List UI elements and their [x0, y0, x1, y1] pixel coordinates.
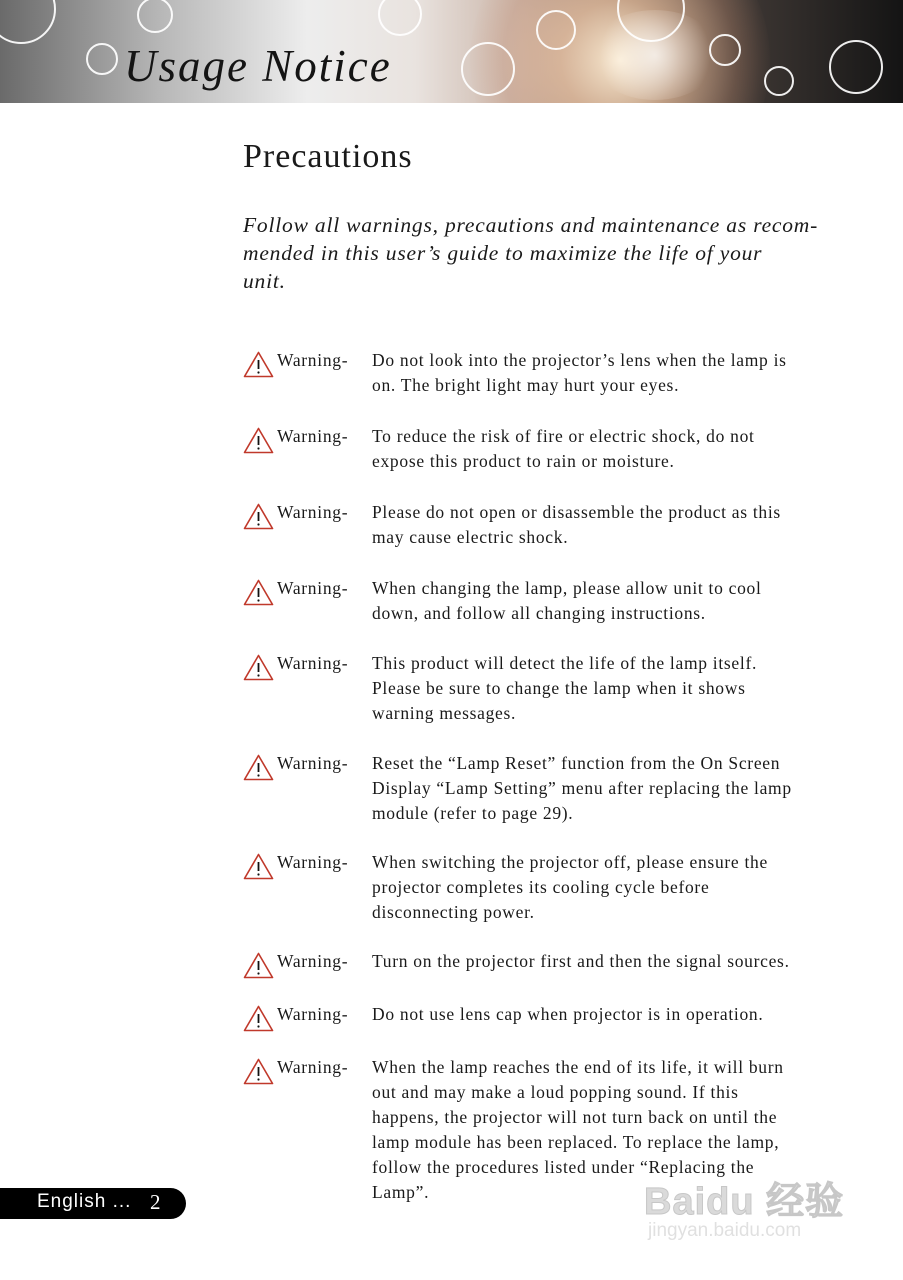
warning-text-line: disconnecting power.: [372, 902, 535, 922]
watermark-url: jingyan.baidu.com: [648, 1220, 802, 1241]
warning-label: Warning-: [277, 753, 349, 773]
warning-triangle-icon: [243, 579, 274, 606]
warning-label: Warning-: [277, 653, 349, 673]
warning-text: [372, 850, 852, 925]
warning-text-line: Turn on the projector first and then the signal sources.: [372, 951, 790, 971]
warning-text-line: Lamp”.: [372, 1182, 430, 1202]
warning-text-line: When switching the projector off, please ensure the: [372, 852, 768, 872]
page-title: Usage Notice: [124, 41, 392, 91]
section-title: Precautions: [243, 138, 413, 175]
warning-text-line: To reduce the risk of fire or electric shock, do not: [372, 426, 755, 446]
warning-label: Warning-: [277, 852, 349, 872]
warning-text-line: may cause electric shock.: [372, 527, 569, 547]
warning-text-line: projector completes its cooling cycle before: [372, 877, 710, 897]
warning-text-line: Do not look into the projector’s lens when the lamp is: [372, 350, 787, 370]
warning-label: Warning-: [277, 1057, 349, 1077]
warning-text-line: follow the procedures listed under “Replacing the: [372, 1157, 755, 1177]
warning-label: Warning-: [277, 578, 349, 598]
warning-triangle-icon: [243, 503, 274, 530]
warning-label: Warning-: [277, 1004, 349, 1024]
warning-triangle-icon: [243, 1058, 274, 1085]
warning-text: [372, 751, 852, 826]
warning-triangle-icon: [243, 952, 274, 979]
warning-text: [372, 500, 852, 550]
warning-text-line: warning messages.: [372, 703, 517, 723]
footer-language-label: English ...: [37, 1191, 132, 1212]
warning-text-line: expose this product to rain or moisture.: [372, 451, 675, 471]
intro-line: mended in this user’s guide to maximize the life of your: [243, 241, 763, 265]
intro-paragraph: [243, 211, 853, 295]
warning-text: [372, 576, 852, 626]
warning-label: Warning-: [277, 426, 349, 446]
warning-label: Warning-: [277, 502, 349, 522]
warning-triangle-icon: [243, 427, 274, 454]
warning-text-line: Do not use lens cap when projector is in operation.: [372, 1004, 764, 1024]
warning-text-line: module (refer to page 29).: [372, 803, 574, 823]
warning-text-line: This product will detect the life of the lamp itself.: [372, 653, 758, 673]
warning-text-line: Please be sure to change the lamp when it shows: [372, 678, 746, 698]
warning-triangle-icon: [243, 1005, 274, 1032]
warning-label: Warning-: [277, 350, 349, 370]
page-number: 2: [150, 1190, 161, 1214]
warning-text-line: happens, the projector will not turn back on until the: [372, 1107, 778, 1127]
warning-text: [372, 424, 852, 474]
header-banner: [0, 0, 903, 103]
warning-text: [372, 651, 852, 726]
watermark-brand: Baidu 经验: [644, 1181, 845, 1223]
warning-label: Warning-: [277, 951, 349, 971]
warning-triangle-icon: [243, 654, 274, 681]
warning-text-line: When the lamp reaches the end of its life, it will burn: [372, 1057, 784, 1077]
watermark: [644, 1170, 864, 1250]
warning-text-line: down, and follow all changing instructions.: [372, 603, 706, 623]
warning-text: [372, 348, 852, 398]
warning-text-line: on. The bright light may hurt your eyes.: [372, 375, 680, 395]
warning-text-line: Display “Lamp Setting” menu after replacing the lamp: [372, 778, 792, 798]
warning-text-line: Reset the “Lamp Reset” function from the On Screen: [372, 753, 781, 773]
warning-text: [372, 949, 852, 974]
warning-text-line: lamp module has been replaced. To replace the lamp,: [372, 1132, 780, 1152]
warning-text-line: out and may make a loud popping sound. If this: [372, 1082, 739, 1102]
intro-line: Follow all warnings, precautions and maintenance as recom-: [243, 213, 819, 237]
intro-line: unit.: [243, 269, 286, 293]
warning-text: [372, 1002, 852, 1027]
warning-triangle-icon: [243, 351, 274, 378]
warning-triangle-icon: [243, 754, 274, 781]
warning-text-line: Please do not open or disassemble the product as this: [372, 502, 781, 522]
warning-text-line: When changing the lamp, please allow unit to cool: [372, 578, 762, 598]
warning-triangle-icon: [243, 853, 274, 880]
footer-page-tab: [0, 1188, 186, 1219]
